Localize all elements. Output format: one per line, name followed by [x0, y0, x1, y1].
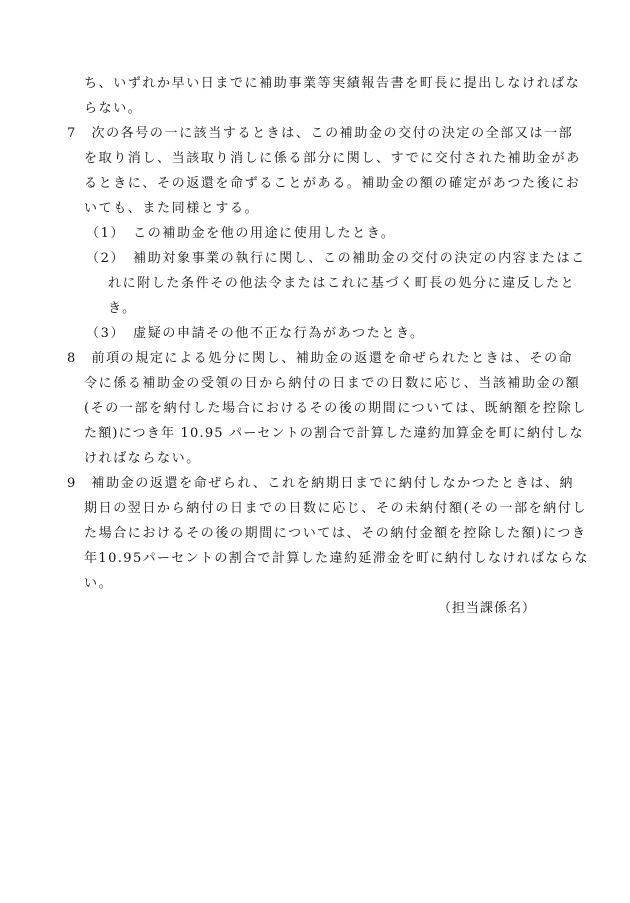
- text-line: ければならない。: [84, 451, 201, 466]
- text-line: た額)につき年 10.95 パーセントの割合で計算した違約加算金を町に納付しな: [84, 426, 584, 441]
- text-line: を取り消し、当該取り消しに係る部分に関し、すでに交付された補助金があ: [84, 151, 581, 166]
- text-line: た場合におけるその後の期間については、その納付金額を控除した額)につき: [84, 526, 587, 541]
- department-signature: （担当課係名）: [438, 601, 537, 616]
- text-line: (その一部を納付した場合におけるその後の期間については、既納額を控除し: [84, 401, 587, 416]
- text-line: 年10.95パーセントの割合で計算した違約延滞金を町に納付しなければならな: [84, 551, 589, 566]
- text-line: らない。: [84, 101, 143, 116]
- text-line: れに附した条件その他法令またはこれに基づく町長の処分に違反したと: [108, 276, 576, 291]
- text-line: いても、また同様とする。: [84, 201, 260, 216]
- text-line: 期日の翌日から納付の日までの日数に応じ、その未納付額(その一部を納付し: [84, 501, 588, 516]
- text-line: 7 次の各号の一に該当するときは、この補助金の交付の決定の全部又は一部: [67, 126, 574, 141]
- text-line: い。: [84, 576, 114, 591]
- text-line: るときに、その返還を命ずることがある。補助金の額の確定があつた後にお: [84, 176, 581, 191]
- text-line: （2） 補助対象事業の執行に関し、この補助金の交付の決定の内容またはこ: [86, 251, 586, 266]
- text-line: ち、いずれか早い日までに補助事業等実績報告書を町長に提出しなければな: [84, 76, 581, 91]
- text-line: き。: [108, 301, 137, 316]
- text-line: （3） 虚疑の申請その他不正な行為があつたとき。: [86, 326, 425, 341]
- text-line: 8 前項の規定による処分に関し、補助金の返還を命ぜられたときは、その命: [67, 351, 574, 366]
- text-line: 令に係る補助金の受領の日から納付の日までの日数に応じ、当該補助金の額: [84, 376, 581, 391]
- text-line: （1） この補助金を他の用途に使用したとき。: [86, 226, 396, 241]
- text-line: 9 補助金の返還を命ぜられ、これを納期日までに納付しなかつたときは、納: [67, 476, 575, 491]
